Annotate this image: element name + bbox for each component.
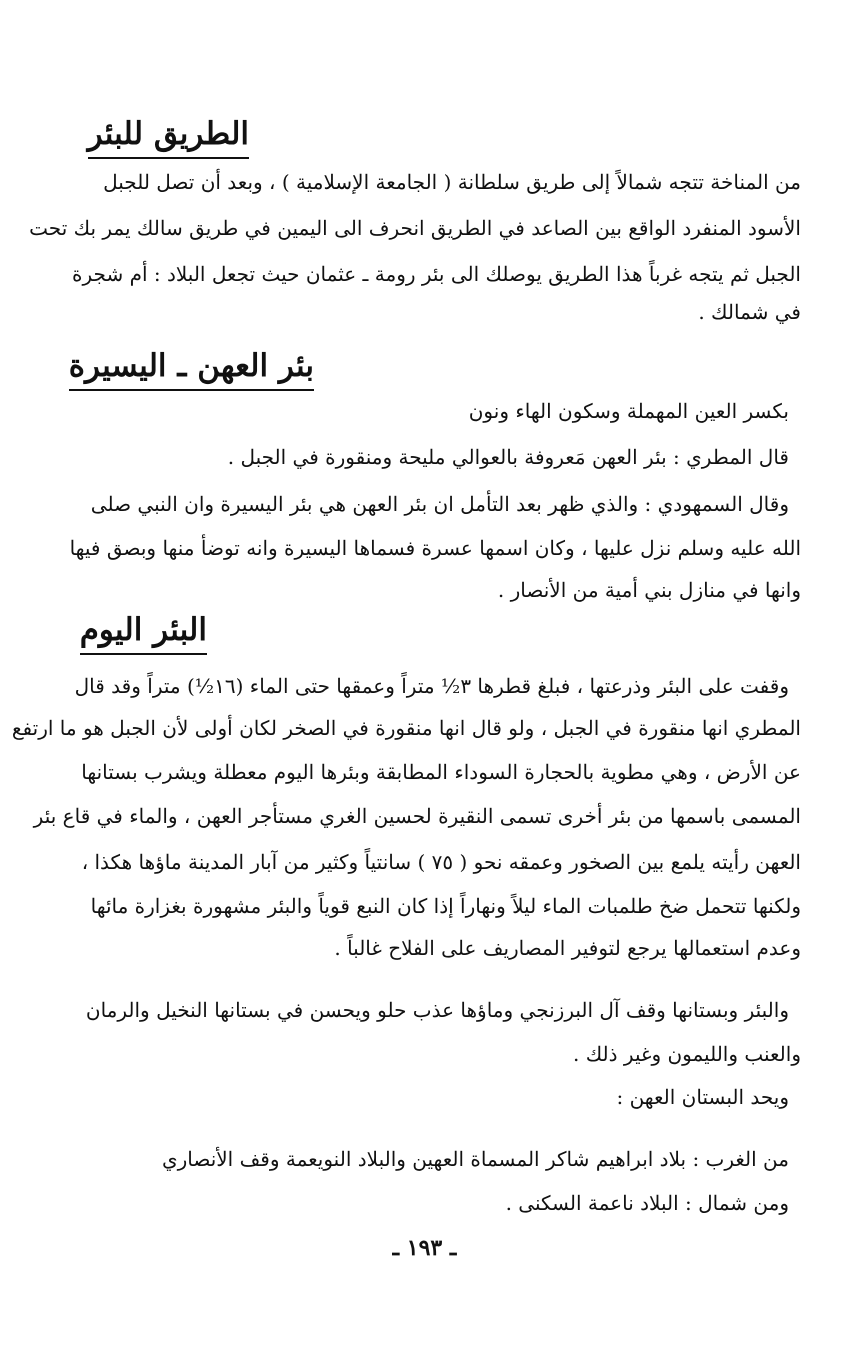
paragraph-line: من المناخة تتجه شمالاً إلى طريق سلطانة ( الجامعة الإسلامية ) ، وبعد أن تصل للجبل [103, 170, 801, 194]
paragraph-line: المسمى باسمها من بئر أخرى تسمى النقيرة لحسين الغري مستأجر العهن ، والماء في قاع بئر [33, 804, 801, 828]
paragraph-line: من الغرب : بلاد ابراهيم شاكر المسماة العهين والبلاد النويعمة وقف الأنصاري [161, 1147, 789, 1171]
paragraph-line: المطري انها منقورة في الجبل ، ولو قال انها منقورة في الصخر لكان أولى لأن الجبل هو ما ارتفع [11, 716, 801, 740]
paragraph-line: الجبل ثم يتجه غرباً هذا الطريق يوصلك الى بئر رومة ـ عثمان حيث تجعل البلاد : أم شجرة [72, 262, 801, 286]
paragraph-line: ويحد البستان العهن : [616, 1085, 789, 1109]
paragraph-line: والبئر وبستانها وقف آل البرزنجي وماؤها عذب حلو ويحسن في بستانها النخيل والرمان [85, 998, 789, 1022]
paragraph-line: والعنب والليمون وغير ذلك . [572, 1042, 801, 1066]
paragraph-line: وانها في منازل بني أمية من الأنصار . [497, 578, 801, 602]
section-heading-bir-al-ahn: بئر العهن ـ اليسيرة [69, 346, 314, 391]
paragraph-line: الله عليه وسلم نزل عليها ، وكان اسمها عسرة فسماها اليسيرة وانه توضأ منها وبصق فيها [69, 536, 801, 560]
paragraph-line: عن الأرض ، وهي مطوية بالحجارة السوداء المطابقة وبئرها اليوم معطلة ويشرب بستانها [81, 760, 801, 784]
paragraph-line: ولكنها تتحمل ضخ طلمبات الماء ليلاً ونهاراً إذا كان النبع قوياً والبئر مشهورة بغزارة مائها [90, 894, 801, 918]
section-heading-road-to-well: الطريق للبئر [88, 114, 249, 159]
paragraph-line: وقفت على البئر وذرعتها ، فبلغ قطرها ٣½ متراً وعمقها حتى الماء (١٦½) متراً وقد قال [74, 674, 789, 698]
paragraph-line: الأسود المنفرد الواقع بين الصاعد في الطريق انحرف الى اليمين في طريق سالك يمر بك تحت [29, 216, 801, 240]
paragraph-line: العهن رأيته يلمع بين الصخور وعمقه نحو ( ٧٥ ) سانتياً وكثير من آبار المدينة ماؤها هكذا ، [81, 850, 801, 874]
paragraph-line: وعدم استعمالها يرجع لتوفير المصاريف على الفلاح غالباً . [334, 936, 801, 960]
paragraph-line: بكسر العين المهملة وسكون الهاء ونون [468, 399, 789, 423]
paragraph-line: وقال السمهودي : والذي ظهر بعد التأمل ان بئر العهن هي بئر اليسيرة وان النبي صلى [90, 492, 789, 516]
paragraph-line: في شمالك . [698, 300, 801, 324]
paragraph-line: قال المطري : بئر العهن مَعروفة بالعوالي مليحة ومنقورة في الجبل . [227, 445, 789, 469]
paragraph-line: ومن شمال : البلاد ناعمة السكنى . [505, 1191, 789, 1215]
section-heading-well-today: البئر اليوم [80, 610, 207, 655]
page-number: ـ ١٩٣ ـ [392, 1235, 457, 1261]
